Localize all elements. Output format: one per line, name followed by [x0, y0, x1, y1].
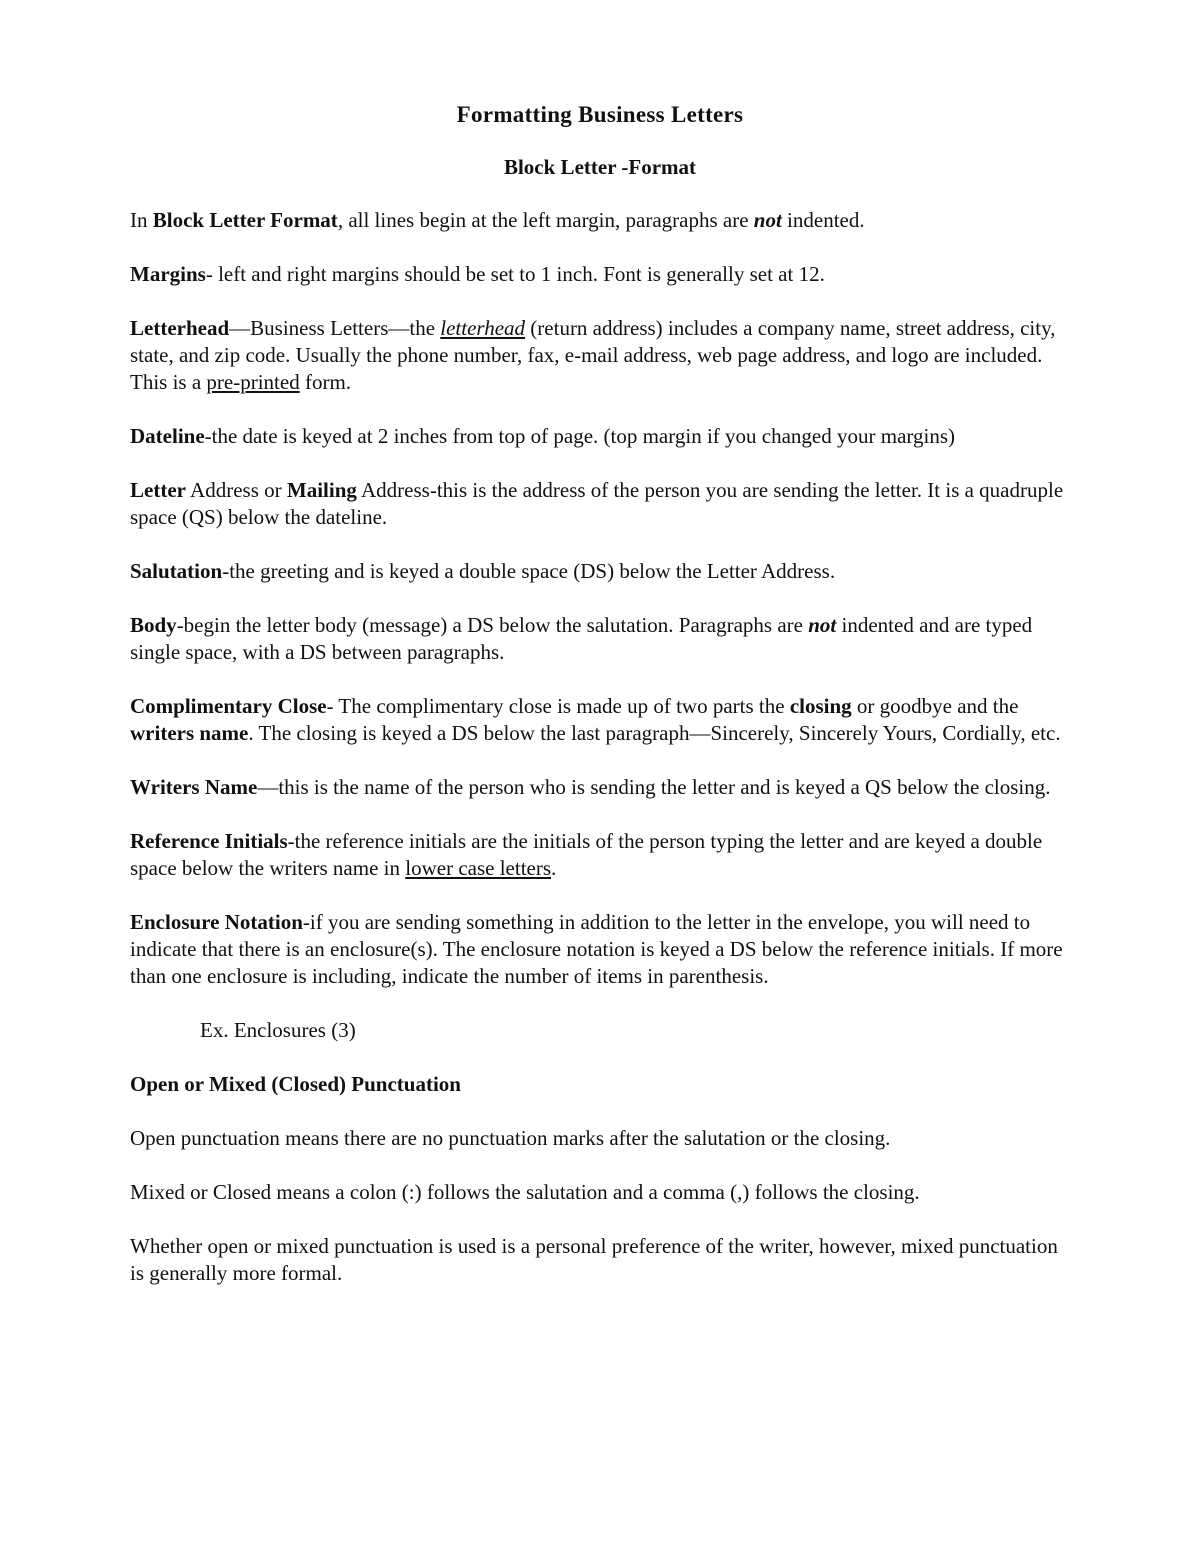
salutation-paragraph	[130, 558, 1070, 585]
preference-paragraph: Whether open or mixed punctuation is used is a personal preference of the writer, however, mixed punctuation is generally more formal.	[130, 1234, 1058, 1285]
complimentary-close-text-2: or goodbye and the	[851, 694, 1019, 718]
complimentary-close-paragraph	[130, 693, 1070, 747]
complimentary-close-text-1: - The complimentary close is made up of two parts the	[326, 694, 790, 718]
letterhead-emphasis: letterhead	[440, 316, 526, 340]
enclosure-notation-text: -if you are sending something in addition to the letter in the envelope, you will need to indicate that there is an enclosure(s). The enclosure notation is keyed a DS below the reference initials. If more than one enclosure is including, indicate the number of items in parenthesis.	[130, 910, 1063, 988]
reference-initials-text-2: .	[551, 856, 557, 880]
letter-address-term-2: Mailing	[286, 478, 357, 502]
reference-initials-underline: lower case letters	[405, 856, 552, 880]
reference-initials-paragraph	[130, 828, 1070, 882]
open-punctuation-paragraph: Open punctuation means there are no punctuation marks after the salutation or the closing.	[130, 1126, 891, 1150]
margins-paragraph	[130, 261, 1070, 288]
letterhead-text-3: form.	[299, 370, 352, 394]
intro-emphasis: not	[753, 208, 782, 232]
letterhead-text-1: —Business Letters—the	[229, 316, 441, 340]
dateline-text: -the date is keyed at 2 inches from top of page. (top margin if you changed your margins)	[204, 424, 956, 448]
letter-address-text-2: Address-this is the address of the person you are sending the letter. It is a quadruple space (QS) below the dateline.	[130, 478, 1064, 529]
salutation-text: -the greeting and is keyed a double space (DS) below the Letter Address.	[222, 559, 836, 583]
document-title: Formatting Business Letters	[456, 102, 744, 127]
intro-text-2: , all lines begin at the left margin, paragraphs are	[337, 208, 754, 232]
letterhead-underline: pre-printed	[206, 370, 300, 394]
mixed-punctuation-paragraph: Mixed or Closed means a colon (:) follows the salutation and a comma (,) follows the closing.	[130, 1180, 920, 1204]
intro-text-1: In	[130, 208, 153, 232]
intro-text-3: indented.	[781, 208, 865, 232]
body-text-2: indented and are typed single space, with a DS between paragraphs.	[130, 613, 1033, 664]
complimentary-close-term: Complimentary Close	[130, 694, 327, 718]
enclosure-notation-term: Enclosure Notation	[130, 910, 303, 934]
document-subtitle: Block Letter -Format	[503, 155, 697, 179]
intro-paragraph	[130, 207, 1070, 234]
salutation-term: Salutation	[130, 559, 223, 583]
document-content	[130, 100, 1070, 1287]
body-emphasis: not	[808, 613, 837, 637]
letterhead-paragraph	[130, 315, 1070, 396]
margins-term: Margins	[130, 262, 206, 286]
letterhead-text-2: (return address) includes a company name, street address, city, state, and zip code. Usually the phone number, fax, e-mail address, web page address, and logo are included. This is a	[130, 316, 1056, 394]
enclosure-example: Ex. Enclosures (3)	[200, 1018, 356, 1042]
body-term: Body	[130, 613, 177, 637]
letter-address-term-1: Letter	[130, 478, 186, 502]
dateline-term: Dateline	[130, 424, 205, 448]
writers-name-term: writers name	[130, 721, 249, 745]
closing-term: closing	[789, 694, 852, 718]
enclosure-notation-paragraph	[130, 909, 1070, 990]
complimentary-close-text-3: . The closing is keyed a DS below the last paragraph—Sincerely, Sincerely Yours, Cordially, etc.	[248, 721, 1061, 745]
writers-name-text: —this is the name of the person who is sending the letter and is keyed a QS below the closing.	[257, 775, 1051, 799]
letterhead-term: Letterhead	[130, 316, 230, 340]
margins-text: - left and right margins should be set to 1 inch. Font is generally set at 12.	[205, 262, 825, 286]
body-paragraph	[130, 612, 1070, 666]
reference-initials-term: Reference Initials	[130, 829, 288, 853]
dateline-paragraph	[130, 423, 1070, 450]
body-text-1: -begin the letter body (message) a DS below the salutation. Paragraphs are	[176, 613, 809, 637]
letter-address-paragraph	[130, 477, 1070, 531]
reference-initials-text-1: -the reference initials are the initials of the person typing the letter and are keyed a double space below the writers name in	[130, 829, 1043, 880]
punctuation-heading: Open or Mixed (Closed) Punctuation	[130, 1072, 461, 1096]
letter-address-text-1: Address or	[185, 478, 287, 502]
writers-name-heading: Writers Name	[130, 775, 258, 799]
writers-name-paragraph	[130, 774, 1070, 801]
intro-term: Block Letter Format	[152, 208, 338, 232]
